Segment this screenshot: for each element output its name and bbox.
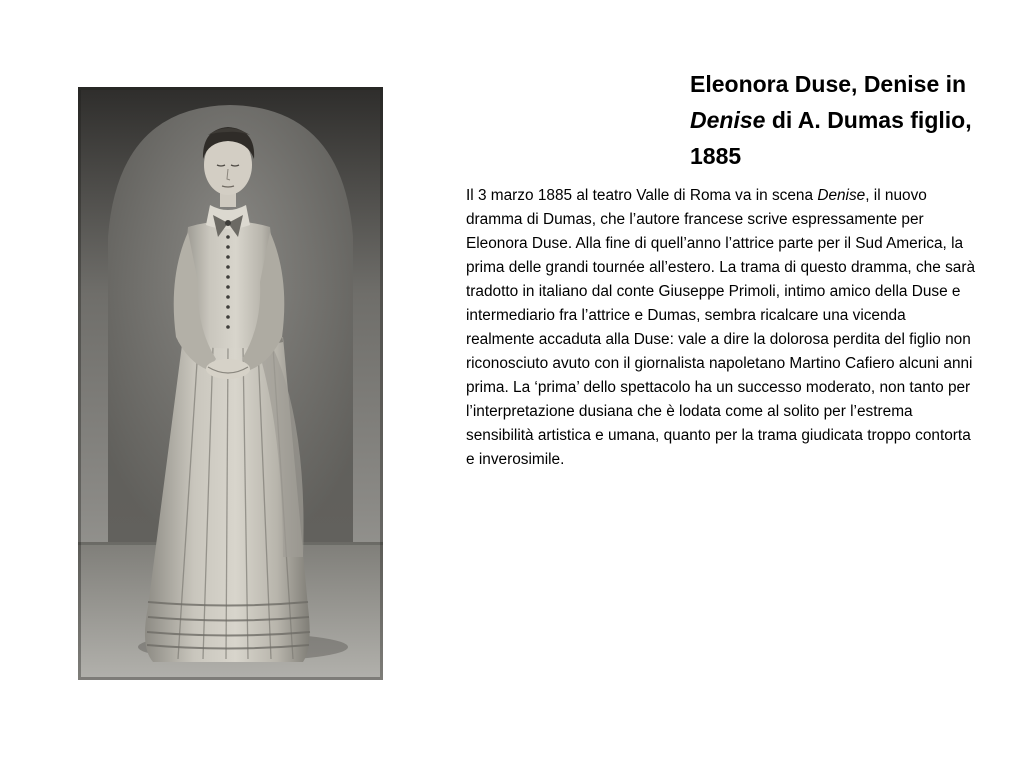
title-part-2: di A. Dumas figlio, 1885 (690, 107, 972, 169)
portrait-photo-illustration (78, 87, 383, 680)
title-italic-denise: Denise (690, 107, 766, 133)
slide-body-paragraph (466, 184, 978, 472)
body-part-2: , il nuovo dramma di Dumas, che l’autore francese scrive espressamente per Eleonora Duse. Alla fine di quell’anno l’attrice parte per il Sud America, la prima delle grandi tournée all’estero. La trama di questo dramma, che sarà tradotto in italiano dal conte Giuseppe Primoli, intimo amico della Duse e intermediario fra l’attrice e Dumas, sembra ricalcare una vicenda realmente accaduta alla Duse: vale a dire la dolorosa perdita del figlio non riconosciuto avuto con il giornalista napoletano Martino Cafiero alcuni anni prima. La ‘prima’ dello spettacolo ha un successo moderato, non tanto per l’interpretazione dusiana che è lodata come al solito per l’estrema sensibilità artistica e umana, quanto per la trama giudicata troppo contorta e inverosimile. (466, 187, 976, 468)
portrait-photo (78, 87, 383, 680)
slide-title (690, 66, 990, 174)
body-italic-denise: Denise (817, 187, 866, 204)
body-part-1: Il 3 marzo 1885 al teatro Valle di Roma va in scena (466, 187, 818, 204)
title-part-1: Eleonora Duse, Denise in (690, 71, 967, 97)
